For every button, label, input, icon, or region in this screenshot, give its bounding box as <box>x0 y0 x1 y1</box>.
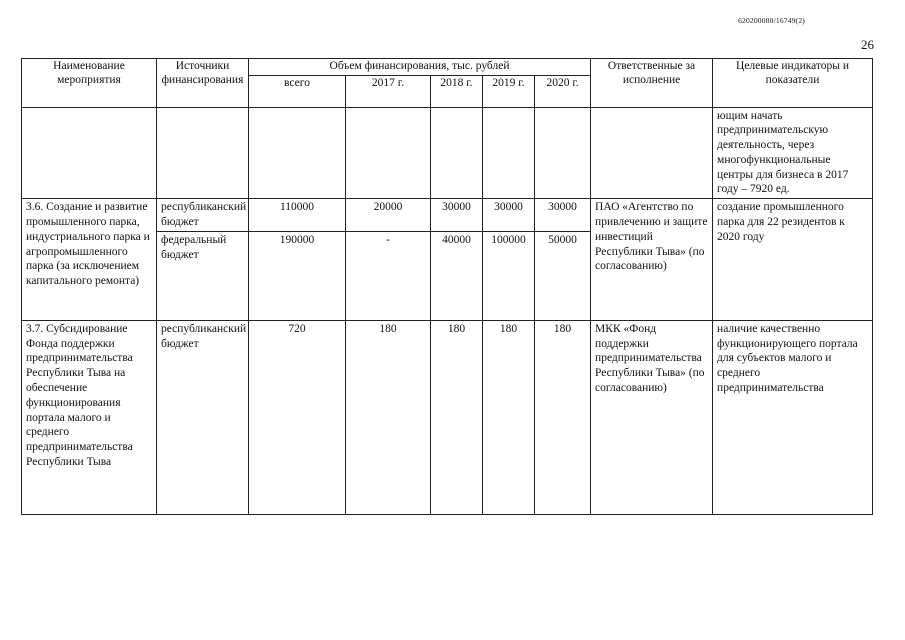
header-volume: Объем финансирования, тыс. рублей <box>249 59 591 76</box>
funding-2017: 20000 <box>346 199 431 232</box>
funding-source: республиканский бюджет <box>157 199 249 232</box>
responsible-party: ПАО «Агентство по привлечению и защите инвестиций Республики Тыва» (по согласованию) <box>591 199 713 321</box>
funding-2018: 40000 <box>431 231 483 320</box>
funding-2018: 30000 <box>431 199 483 232</box>
activity-name: 3.7. Субсидирование Фонда поддержки предпринимательства Республики Тыва на обеспечение функционирования портала малого и среднего предпринимательства Республики Тыва <box>22 320 157 514</box>
header-2017: 2017 г. <box>346 75 431 107</box>
table-row <box>22 320 873 514</box>
funding-source: федеральный бюджет <box>157 231 249 320</box>
funding-total: 720 <box>249 320 346 514</box>
funding-2019: 100000 <box>483 231 535 320</box>
page-number: 26 <box>861 37 874 52</box>
funding-2018: 180 <box>431 320 483 514</box>
activity-name: 3.6. Создание и развитие промышленного парка, индустриального парка и агропромышленного парка (за исключением капитального ремонта) <box>22 199 157 321</box>
funding-2020: 50000 <box>535 231 591 320</box>
header-2020: 2020 г. <box>535 75 591 107</box>
header-name: Наименование мероприятия <box>22 59 157 108</box>
header-total: всего <box>249 75 346 107</box>
header-2018: 2018 г. <box>431 75 483 107</box>
continuation-indicator: ющим начать предпринимательскую деятельность, через многофункциональные центры для бизнеса в 2017 году – 7920 ед. <box>713 107 873 199</box>
funding-source: республиканский бюджет <box>157 320 249 514</box>
funding-2020: 180 <box>535 320 591 514</box>
header-sources: Источники финансирования <box>157 59 249 108</box>
continuation-row <box>22 107 873 199</box>
responsible-party: МКК «Фонд поддержки предпринимательства Республики Тыва» (по согласованию) <box>591 320 713 514</box>
header-indicators: Целевые индикаторы и показатели <box>713 59 873 108</box>
funding-2020: 30000 <box>535 199 591 232</box>
header-responsible: Ответственные за исполнение <box>591 59 713 108</box>
financing-table <box>21 58 873 515</box>
document-id: 620200080/16749(2) <box>738 16 805 25</box>
table-row <box>22 199 873 232</box>
target-indicator: наличие качественно функционирующего портала для субъектов малого и среднего предпринимательства <box>713 320 873 514</box>
header-2019: 2019 г. <box>483 75 535 107</box>
funding-2017: - <box>346 231 431 320</box>
funding-2017: 180 <box>346 320 431 514</box>
funding-2019: 180 <box>483 320 535 514</box>
funding-total: 190000 <box>249 231 346 320</box>
funding-total: 110000 <box>249 199 346 232</box>
funding-2019: 30000 <box>483 199 535 232</box>
target-indicator: создание промышленного парка для 22 резидентов к 2020 году <box>713 199 873 321</box>
